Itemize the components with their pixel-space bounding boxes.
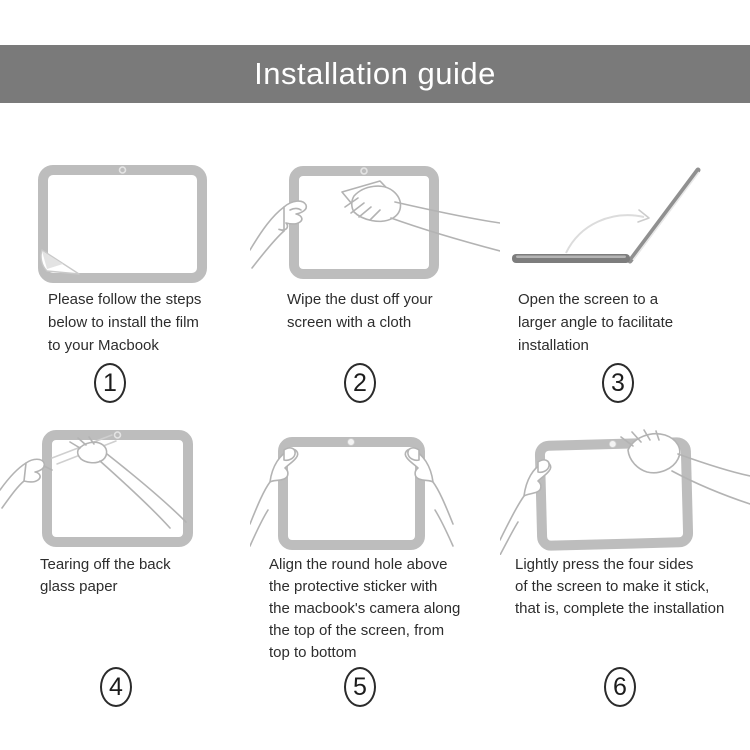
header-banner (0, 45, 750, 103)
page-title: Installation guide (254, 56, 496, 91)
step-5 (250, 428, 500, 750)
step-number-badge: 5 (344, 667, 376, 707)
tear-back-paper-icon (0, 428, 250, 555)
wipe-screen-with-cloth-icon (250, 162, 500, 286)
step-number-badge: 1 (94, 363, 126, 403)
press-four-sides-icon (500, 428, 750, 555)
steps-row-1 (0, 162, 750, 428)
step-caption: Open the screen to a larger angle to facilitate installation (518, 291, 674, 354)
step-number-badge: 6 (604, 667, 636, 707)
step-2 (250, 162, 500, 428)
step-number-badge: 2 (344, 363, 376, 403)
open-laptop-angle-icon (500, 162, 750, 286)
step-4 (0, 428, 250, 750)
step-number-badge: 4 (100, 667, 132, 707)
step-caption: Please follow the steps below to install the film to your Macbook (48, 291, 202, 354)
align-film-camera-icon (250, 428, 500, 555)
step-caption: Wipe the dust off your screen with a cloth (287, 291, 433, 331)
step-6 (500, 428, 750, 750)
step-caption: Align the round hole above the protective sticker with the macbook's camera along the top of the screen, from top to bottom (269, 556, 461, 661)
step-caption: Tearing off the back glass paper (40, 556, 171, 595)
step-1 (0, 162, 250, 428)
step-caption: Lightly press the four sides of the screen to make it stick, that is, complete the installation (515, 556, 725, 617)
step-number-badge: 3 (602, 363, 634, 403)
step-3 (500, 162, 750, 428)
screen-with-peeled-film-icon (0, 162, 250, 286)
steps-row-2 (0, 428, 750, 750)
